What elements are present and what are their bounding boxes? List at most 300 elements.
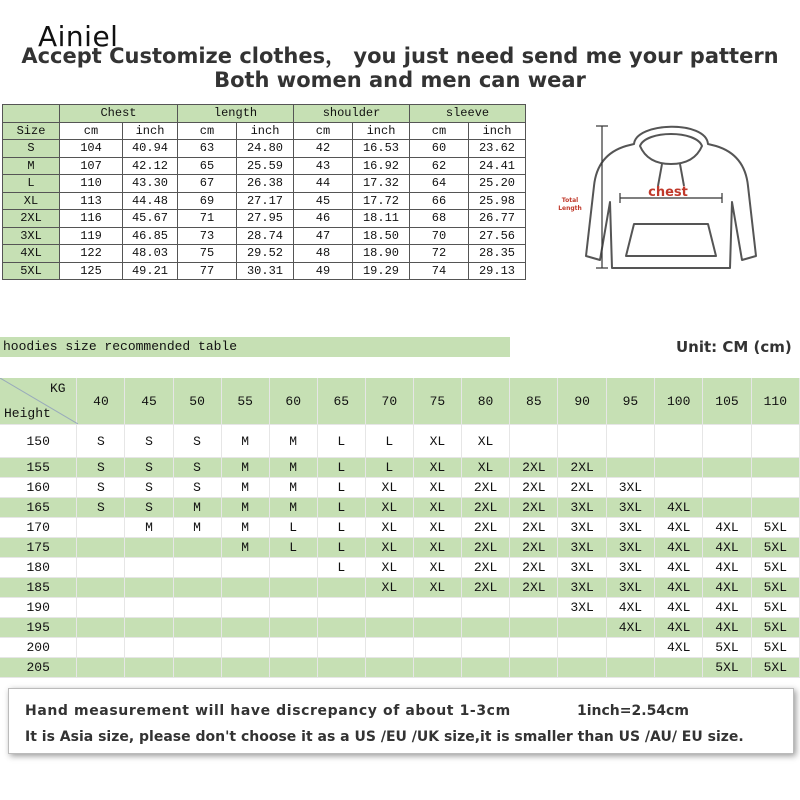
rec-size-cell: M [221,498,269,518]
rec-size-cell: 2XL [461,538,509,558]
rec-size-cell [125,598,173,618]
rec-size-cell: 2XL [510,518,558,538]
size-value-cell: 62 [410,157,469,175]
size-unit-header: cm [410,122,469,140]
rec-size-cell: 2XL [461,558,509,578]
rec-size-cell [173,618,221,638]
size-value-cell: 40.94 [123,140,178,158]
rec-size-cell [558,658,606,678]
rec-size-cell: M [125,518,173,538]
kg-label: KG [50,381,66,396]
rec-weight-header: 40 [77,378,125,425]
rec-table-row [0,498,800,518]
size-value-cell: 28.35 [469,245,526,263]
rec-size-cell: 4XL [655,638,703,658]
rec-size-cell [558,618,606,638]
size-value-cell: 48 [294,245,353,263]
size-value-cell: 27.95 [237,210,294,228]
rec-size-cell [558,425,606,458]
rec-size-cell: M [221,478,269,498]
rec-size-cell [77,558,125,578]
hoodie-length-label-1: Total [561,197,579,204]
rec-height-cell: 190 [0,598,77,618]
rec-size-cell: M [269,498,317,518]
size-value-cell: 71 [178,210,237,228]
size-table-row [3,192,526,210]
rec-size-cell [510,638,558,658]
rec-size-cell: XL [365,478,413,498]
rec-size-cell: 5XL [751,578,799,598]
size-name-cell: M [3,157,60,175]
rec-size-cell: 2XL [461,478,509,498]
size-unit-header: inch [123,122,178,140]
size-unit-header: cm [60,122,123,140]
size-value-cell: 43 [294,157,353,175]
rec-weight-header: 95 [606,378,654,425]
size-value-cell: 16.92 [353,157,410,175]
rec-size-cell: 2XL [461,518,509,538]
rec-size-cell: XL [413,425,461,458]
rec-table-row [0,478,800,498]
rec-weight-header: 75 [413,378,461,425]
rec-size-cell: L [269,518,317,538]
size-name-cell: XL [3,192,60,210]
rec-size-cell [77,518,125,538]
size-value-cell: 116 [60,210,123,228]
rec-size-cell [317,638,365,658]
size-name-cell: L [3,175,60,193]
size-table-row [3,140,526,158]
size-value-cell: 18.11 [353,210,410,228]
rec-table-row [0,558,800,578]
rec-size-cell [173,578,221,598]
rec-size-cell: XL [461,425,509,458]
asia-size-note: It is Asia size, please don't choose it as a US /EU /UK size,it is smaller than US /AU/ EU size. [25,729,744,745]
size-name-cell: 5XL [3,262,60,280]
rec-size-cell: 3XL [558,558,606,578]
rec-size-cell [221,658,269,678]
rec-size-cell [606,458,654,478]
rec-size-cell: 5XL [751,538,799,558]
height-label: Height [4,406,51,421]
size-value-cell: 107 [60,157,123,175]
hoodie-pocket [626,224,716,256]
rec-size-cell: S [173,425,221,458]
size-value-cell: 48.03 [123,245,178,263]
rec-size-cell [606,425,654,458]
rec-size-cell: 4XL [655,618,703,638]
rec-size-cell: M [221,538,269,558]
rec-size-cell: XL [413,558,461,578]
rec-height-cell: 185 [0,578,77,598]
size-value-cell: 18.50 [353,227,410,245]
size-value-cell: 110 [60,175,123,193]
rec-weight-header: 55 [221,378,269,425]
rec-size-cell [269,558,317,578]
rec-size-cell: 4XL [606,618,654,638]
rec-size-cell: 3XL [558,538,606,558]
rec-size-cell [173,538,221,558]
rec-size-cell: S [77,425,125,458]
rec-size-cell [173,558,221,578]
size-value-cell: 45.67 [123,210,178,228]
size-value-cell: 63 [178,140,237,158]
rec-size-cell [77,658,125,678]
rec-size-cell: S [173,478,221,498]
size-chart-table [2,104,526,280]
rec-size-cell [125,658,173,678]
rec-height-cell: 205 [0,658,77,678]
rec-size-cell [77,578,125,598]
rec-size-cell [606,638,654,658]
size-value-cell: 17.32 [353,175,410,193]
size-group-header: length [178,105,294,123]
rec-size-cell [558,638,606,658]
rec-size-cell: S [125,425,173,458]
rec-weight-header: 80 [461,378,509,425]
rec-size-cell [269,598,317,618]
size-value-cell: 23.62 [469,140,526,158]
rec-size-cell: 4XL [655,578,703,598]
rec-size-cell: S [125,498,173,518]
rec-size-cell: 2XL [558,458,606,478]
rec-size-cell: 5XL [751,518,799,538]
rec-size-cell: 5XL [751,598,799,618]
hoodie-hood [640,134,702,164]
rec-size-cell: S [125,478,173,498]
size-table-row [3,175,526,193]
rec-size-cell: S [173,458,221,478]
rec-size-cell: 4XL [655,538,703,558]
rec-size-cell: 3XL [558,498,606,518]
rec-height-cell: 150 [0,425,77,458]
size-value-cell: 17.72 [353,192,410,210]
rec-size-cell [655,458,703,478]
rec-size-cell [317,598,365,618]
rec-size-cell: 2XL [510,558,558,578]
rec-size-cell [703,478,751,498]
size-unit-header: cm [294,122,353,140]
size-table-row [3,227,526,245]
rec-size-cell [365,658,413,678]
rec-height-cell: 175 [0,538,77,558]
rec-size-cell [365,618,413,638]
size-value-cell: 49 [294,262,353,280]
rec-size-cell: 2XL [510,478,558,498]
size-name-cell: 4XL [3,245,60,263]
recommended-table-title: hoodies size recommended table [0,337,510,357]
size-group-header: shoulder [294,105,410,123]
rec-size-cell [751,425,799,458]
rec-size-cell: L [317,558,365,578]
rec-size-cell: XL [365,498,413,518]
size-value-cell: 19.29 [353,262,410,280]
rec-size-cell: 2XL [510,538,558,558]
size-value-cell: 44.48 [123,192,178,210]
rec-size-cell: XL [461,458,509,478]
rec-size-cell [221,598,269,618]
rec-size-cell: 5XL [751,638,799,658]
rec-size-cell [413,618,461,638]
rec-size-cell: XL [413,498,461,518]
rec-corner-cell [0,378,77,425]
rec-size-cell [317,618,365,638]
rec-size-cell [317,658,365,678]
rec-size-cell: S [77,478,125,498]
rec-size-cell [365,638,413,658]
rec-weight-header: 105 [703,378,751,425]
rec-size-cell [510,618,558,638]
headline-wear: Both women and men can wear [214,68,586,92]
size-value-cell: 42.12 [123,157,178,175]
rec-table-row [0,598,800,618]
rec-size-cell: 4XL [655,598,703,618]
rec-size-cell: 3XL [606,538,654,558]
rec-size-cell [413,598,461,618]
rec-size-cell: 2XL [510,458,558,478]
size-value-cell: 42 [294,140,353,158]
rec-size-cell [751,478,799,498]
rec-size-cell [655,425,703,458]
rec-size-cell [703,425,751,458]
size-value-cell: 45 [294,192,353,210]
rec-size-cell [703,498,751,518]
size-value-cell: 70 [410,227,469,245]
rec-height-cell: 170 [0,518,77,538]
size-value-cell: 47 [294,227,353,245]
rec-size-cell: 4XL [703,618,751,638]
size-value-cell: 46.85 [123,227,178,245]
rec-size-cell: L [317,458,365,478]
size-value-cell: 68 [410,210,469,228]
rec-size-cell [77,618,125,638]
rec-size-cell: S [77,498,125,518]
rec-size-cell [221,618,269,638]
size-value-cell: 49.21 [123,262,178,280]
rec-size-cell [269,638,317,658]
size-value-cell: 25.59 [237,157,294,175]
rec-height-cell: 195 [0,618,77,638]
size-unit-header: inch [237,122,294,140]
rec-height-cell: 180 [0,558,77,578]
rec-size-cell: 3XL [606,498,654,518]
size-value-cell: 25.98 [469,192,526,210]
rec-size-cell: 4XL [703,558,751,578]
rec-size-cell [461,598,509,618]
rec-weight-header: 85 [510,378,558,425]
rec-size-cell: 5XL [751,558,799,578]
rec-size-cell: 5XL [703,658,751,678]
rec-size-cell: L [317,538,365,558]
size-table-row [3,262,526,280]
rec-size-cell: L [317,478,365,498]
rec-size-cell: 2XL [510,498,558,518]
size-value-cell: 73 [178,227,237,245]
rec-size-cell [510,425,558,458]
rec-size-cell: S [125,458,173,478]
size-unit-header: cm [178,122,237,140]
rec-height-cell: 165 [0,498,77,518]
size-value-cell: 27.17 [237,192,294,210]
brand-name: Ainiel [38,20,119,53]
rec-weight-header-row [0,378,800,425]
rec-size-cell [173,658,221,678]
rec-size-cell [461,618,509,638]
rec-size-cell [461,658,509,678]
rec-weight-header: 45 [125,378,173,425]
size-table-group-row [3,105,526,123]
size-unit-header: inch [469,122,526,140]
rec-weight-header: 70 [365,378,413,425]
size-group-header: Chest [60,105,178,123]
rec-height-cell: 200 [0,638,77,658]
rec-height-cell: 155 [0,458,77,478]
rec-size-cell: 2XL [461,498,509,518]
rec-size-cell: 3XL [606,578,654,598]
rec-weight-header: 90 [558,378,606,425]
rec-size-cell [125,538,173,558]
rec-size-cell: 2XL [510,578,558,598]
rec-table-row [0,618,800,638]
recommended-size-table [0,378,800,678]
size-value-cell: 77 [178,262,237,280]
hoodie-illustration [556,106,796,286]
rec-size-cell [317,578,365,598]
size-value-cell: 44 [294,175,353,193]
rec-size-cell [77,598,125,618]
size-value-cell: 24.80 [237,140,294,158]
rec-size-cell: XL [413,538,461,558]
size-unit-header: inch [353,122,410,140]
size-label: Size [3,122,60,140]
rec-size-cell [77,538,125,558]
size-value-cell: 75 [178,245,237,263]
rec-size-cell: S [77,458,125,478]
size-table-row [3,210,526,228]
rec-size-cell: 5XL [751,658,799,678]
rec-size-cell: 3XL [606,478,654,498]
size-value-cell: 104 [60,140,123,158]
rec-size-cell: 4XL [655,498,703,518]
rec-size-cell: M [269,478,317,498]
rec-size-cell: 3XL [558,518,606,538]
rec-weight-header: 110 [751,378,799,425]
size-group-header: sleeve [410,105,526,123]
unit-label: Unit: CM (cm) [676,338,792,356]
rec-size-cell: M [269,458,317,478]
rec-size-cell: XL [365,538,413,558]
hoodie-chest-label: chest [648,185,688,200]
rec-size-cell [221,578,269,598]
rec-size-cell: M [221,425,269,458]
rec-size-cell: XL [413,578,461,598]
size-value-cell: 26.38 [237,175,294,193]
rec-size-cell: XL [413,478,461,498]
size-value-cell: 69 [178,192,237,210]
size-value-cell: 122 [60,245,123,263]
rec-size-cell [125,638,173,658]
rec-size-cell: 2XL [461,578,509,598]
size-value-cell: 66 [410,192,469,210]
rec-size-cell: M [173,498,221,518]
size-value-cell: 18.90 [353,245,410,263]
rec-size-cell: XL [413,458,461,478]
rec-size-cell: L [317,498,365,518]
rec-size-cell: L [317,425,365,458]
rec-size-cell: L [365,458,413,478]
size-value-cell: 29.13 [469,262,526,280]
rec-size-cell [221,638,269,658]
size-table-row [3,245,526,263]
size-value-cell: 60 [410,140,469,158]
size-value-cell: 29.52 [237,245,294,263]
rec-size-cell: 4XL [655,518,703,538]
rec-size-cell: 4XL [703,538,751,558]
size-table-row [3,157,526,175]
rec-size-cell [77,638,125,658]
size-value-cell: 46 [294,210,353,228]
rec-table-row [0,538,800,558]
hoodie-length-label-2: Length [558,205,582,212]
rec-size-cell [269,578,317,598]
rec-table-row [0,638,800,658]
rec-size-cell [269,658,317,678]
rec-size-cell: L [365,425,413,458]
rec-weight-header: 50 [173,378,221,425]
rec-size-cell: M [221,458,269,478]
rec-size-cell: 3XL [606,558,654,578]
rec-size-cell: 4XL [703,578,751,598]
rec-size-cell: XL [365,558,413,578]
rec-size-cell: M [269,425,317,458]
size-value-cell: 25.20 [469,175,526,193]
size-value-cell: 43.30 [123,175,178,193]
size-name-cell: 2XL [3,210,60,228]
rec-size-cell [751,458,799,478]
rec-size-cell [655,478,703,498]
rec-size-cell: 3XL [558,578,606,598]
rec-size-cell: L [317,518,365,538]
rec-size-cell: 5XL [751,618,799,638]
rec-table-row [0,578,800,598]
rec-size-cell [751,498,799,518]
rec-size-cell: 2XL [558,478,606,498]
rec-size-cell [125,558,173,578]
rec-size-cell: XL [365,578,413,598]
headline-customize: Accept Customize clothes， you just need send me your pattern [21,44,779,68]
rec-size-cell [413,638,461,658]
rec-size-cell [125,578,173,598]
size-value-cell: 113 [60,192,123,210]
rec-size-cell [703,458,751,478]
rec-table-row [0,658,800,678]
rec-size-cell: 4XL [655,558,703,578]
note-box [8,688,794,754]
rec-size-cell: M [221,518,269,538]
rec-table-row [0,425,800,458]
size-value-cell: 72 [410,245,469,263]
rec-size-cell [606,658,654,678]
rec-size-cell [173,638,221,658]
rec-size-cell [655,658,703,678]
rec-table-row [0,518,800,538]
rec-size-cell [510,658,558,678]
rec-size-cell: 5XL [703,638,751,658]
size-value-cell: 125 [60,262,123,280]
rec-size-cell [173,598,221,618]
measurement-note: Hand measurement will have discrepancy of about 1-3cm [25,703,511,719]
rec-size-cell: 4XL [703,518,751,538]
